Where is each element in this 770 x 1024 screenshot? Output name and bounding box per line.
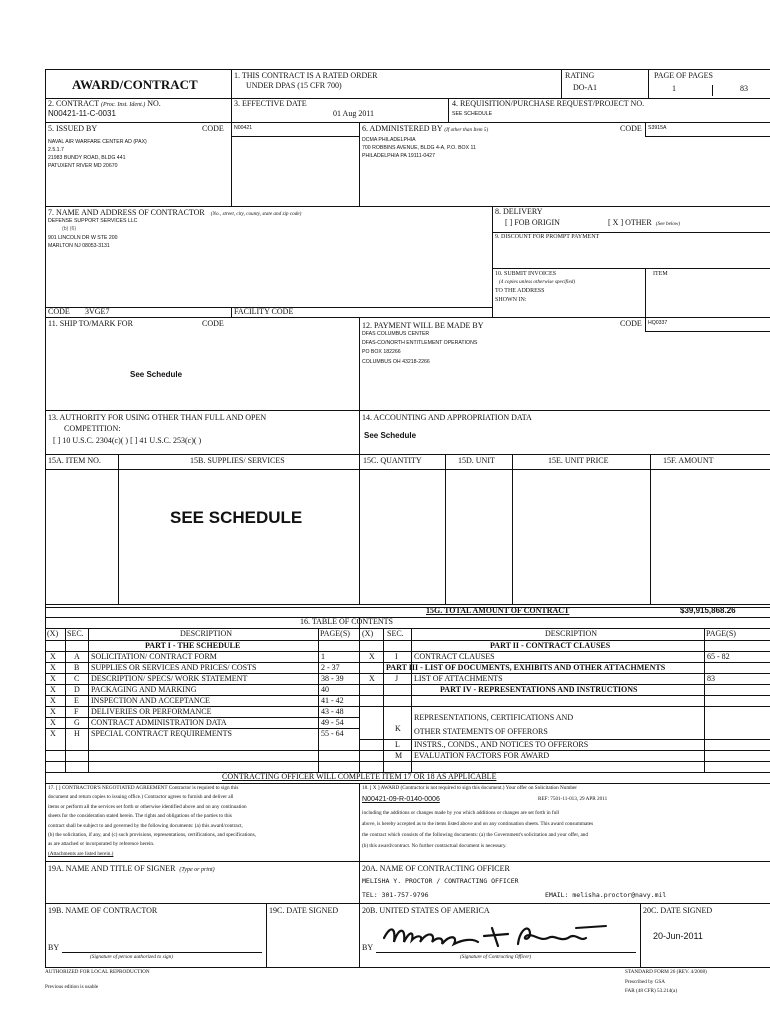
- authority-label-2: COMPETITION:: [64, 424, 121, 433]
- payment-code-label: CODE: [620, 319, 642, 328]
- item17-line: (Attachments are listed herein.): [48, 850, 114, 857]
- co-sig-caption: (Signature of Contracting Officer): [460, 954, 532, 960]
- toc-title: 16. TABLE OF CONTENTS: [300, 617, 393, 626]
- contractor-line: 901 LINCOLN DR W STE 200: [48, 235, 118, 241]
- co-date-label: 20C. DATE SIGNED: [643, 906, 713, 915]
- contractor-date-label: 19C. DATE SIGNED: [269, 906, 339, 915]
- item18-line1: 18. [ X ] AWARD (Contractor is not required to sign this document.) Your offer on Solicitation Number: [362, 785, 578, 791]
- contractor-sig-caption: (Signature of person authorized to sign): [90, 954, 173, 960]
- contractor-line: MARLTON NJ 08053-3131: [48, 243, 110, 249]
- toc-h-sec: SEC.: [67, 629, 84, 638]
- toc-desc: CONTRACT ADMINISTRATION DATA: [91, 718, 227, 727]
- toc-pages: 55 - 64: [321, 729, 344, 738]
- administered-by-code: S3915A: [648, 125, 667, 131]
- toc-x: X: [369, 674, 375, 683]
- item17-line: as are attached or incorporated by reference herein.: [48, 841, 155, 848]
- rated-order-label-2: UNDER DPAS (15 CFR 700): [246, 81, 342, 90]
- issued-by-label: 5. ISSUED BY: [48, 124, 98, 133]
- accounting-label: 14. ACCOUNTING AND APPROPRIATION DATA: [362, 413, 532, 422]
- item18-line: (b) this award/contract. No further contractual document is necessary.: [362, 843, 507, 849]
- toc-x: X: [50, 663, 56, 672]
- signer-name-label: 19A. NAME AND TITLE OF SIGNER (Type or print): [48, 864, 215, 873]
- footer-left-2: Previous edition is usable: [45, 984, 99, 990]
- footer-right-3: FAR (48 CFR) 53.214(a): [625, 988, 678, 994]
- toc-desc: SOLICITATION/ CONTRACT FORM: [91, 652, 217, 661]
- administered-by-line: DCMA PHILADELPHIA: [362, 137, 416, 143]
- administered-by-line: 700 ROBBINS AVENUE, BLDG 4-A, P.O. BOX 11: [362, 145, 476, 151]
- page-label: PAGE OF PAGES: [654, 71, 713, 80]
- submit-invoices-line: SHOWN IN:: [495, 297, 527, 303]
- ship-to-value: See Schedule: [130, 370, 183, 379]
- item17-line: 17. [ ] CONTRACTOR'S NEGOTIATED AGREEMENT Contractor is required to sign this: [48, 785, 239, 791]
- form-title: AWARD/CONTRACT: [72, 77, 198, 92]
- toc-sec: J: [395, 674, 399, 683]
- contractor-line: DEFENSE SUPPORT SERVICES LLC: [48, 218, 138, 224]
- toc-desc: INSPECTION AND ACCEPTANCE: [91, 696, 210, 705]
- toc-pages: 43 - 48: [321, 707, 344, 716]
- contracting-officer-label: 20A. NAME OF CONTRACTING OFFICER: [362, 864, 510, 873]
- accounting-value: See Schedule: [364, 431, 417, 440]
- toc-pages: 38 - 39: [321, 674, 344, 683]
- submit-invoices-label: 10. SUBMIT INVOICES: [495, 271, 557, 277]
- rated-order-label: 1. THIS CONTRACT IS A RATED ORDER: [234, 71, 378, 80]
- toc-desc: DESCRIPTION/ SPECS/ WORK STATEMENT: [91, 674, 248, 683]
- toc-desc: LIST OF ATTACHMENTS: [414, 674, 503, 683]
- toc-desc: SUPPLIES OR SERVICES AND PRICES/ COSTS: [91, 663, 257, 672]
- authority-options: [ ] 10 U.S.C. 2304(c)( ) [ ] 41 U.S.C. 253(c)( ): [53, 436, 202, 445]
- page-number: 1: [672, 84, 676, 93]
- col-unit-price: 15E. UNIT PRICE: [548, 456, 609, 465]
- toc-desc: OTHER STATEMENTS OF OFFERORS: [414, 727, 548, 736]
- co-date-signed: 20-Jun-2011: [653, 931, 703, 941]
- contracting-officer-tel: TEL: 301-757-9796: [362, 891, 429, 899]
- issued-by-code: N00421: [234, 125, 253, 131]
- toc-desc: SPECIAL CONTRACT REQUIREMENTS: [91, 729, 232, 738]
- toc-desc: PACKAGING AND MARKING: [91, 685, 197, 694]
- contracting-officer-email: EMAIL: melisha.proctor@navy.mil: [545, 891, 667, 899]
- contracting-officer-signature: [380, 920, 620, 954]
- footer-right-2: Prescribed by GSA: [625, 979, 666, 985]
- submit-invoices-sub: (4 copies unless otherwise specified): [499, 279, 576, 285]
- toc-sec: H: [74, 729, 80, 738]
- toc-h-desc: DESCRIPTION: [545, 629, 598, 638]
- rating-label: RATING: [565, 71, 595, 80]
- contractor-code-label: CODE: [48, 307, 70, 316]
- authority-label: 13. AUTHORITY FOR USING OTHER THAN FULL AND OPEN: [48, 413, 267, 422]
- issued-by-line: NAVAL AIR WARFARE CENTER AD (PAX): [48, 139, 147, 145]
- item17-line: items or perform all the services set forth or otherwise identified above and on any continuation: [48, 803, 247, 810]
- col-supplies: 15B. SUPPLIES/ SERVICES: [190, 456, 285, 465]
- toc-h-sec: SEC.: [387, 629, 404, 638]
- requisition-label: 4. REQUISITION/PURCHASE REQUEST/PROJECT NO.: [452, 99, 645, 108]
- toc-desc: INSTRS., CONDS., AND NOTICES TO OFFERORS: [414, 740, 589, 749]
- toc-h-pages: PAGE(S): [320, 629, 350, 638]
- toc-sec: K: [395, 724, 401, 733]
- payment-code: HQ0337: [648, 320, 668, 326]
- toc-h-desc: DESCRIPTION: [180, 629, 233, 638]
- col-amount: 15F. AMOUNT: [663, 456, 714, 465]
- submit-invoices-line: TO THE ADDRESS: [495, 288, 545, 294]
- by-label: BY: [362, 943, 374, 952]
- payment-line: PO BOX 182266: [362, 349, 401, 355]
- item17-line: sheets for the consideration stated herein. The rights and obligations of the parties to this: [48, 813, 232, 820]
- footer-left-1: AUTHORIZED FOR LOCAL REPRODUCTION: [45, 969, 150, 975]
- item17-line: contract shall be subject to and governed by the following documents: (a) this award/contract,: [48, 822, 243, 829]
- item18-line: above, is hereby accepted as to the items listed above and on any continuation sheets. This award consummates: [362, 821, 594, 827]
- toc-x: X: [50, 696, 56, 705]
- pages-total: 83: [740, 84, 748, 93]
- toc-sec: C: [74, 674, 80, 683]
- item18-line: the contract which consists of the following documents: (a) the Government's solicitation and your offer, and: [362, 832, 588, 838]
- item-label: ITEM: [653, 271, 668, 277]
- col-unit: 15D. UNIT: [458, 456, 495, 465]
- issued-by-line: PATUXENT RIVER MD 20670: [48, 163, 118, 169]
- toc-pages: 41 - 42: [321, 696, 344, 705]
- rating-value: DO-A1: [573, 83, 597, 92]
- toc-h-pages: PAGE(S): [706, 629, 736, 638]
- col-item-no: 15A. ITEM NO.: [48, 456, 101, 465]
- solicitation-ref: REF: 7501-11-013, 29 APR 2011: [538, 796, 608, 802]
- toc-part4: PART IV - REPRESENTATIONS AND INSTRUCTIONS: [440, 685, 638, 694]
- issued-by-code-label: CODE: [202, 124, 224, 133]
- contract-number: N00421-11-C-0031: [48, 109, 116, 118]
- total-label: 15G. TOTAL AMOUNT OF CONTRACT: [426, 606, 570, 615]
- toc-pages: 49 - 54: [321, 718, 344, 727]
- toc-sec: E: [74, 696, 79, 705]
- facility-code-label: FACILITY CODE: [234, 307, 294, 316]
- toc-pages: 40: [321, 685, 329, 694]
- issued-by-line: 21983 BUNDY ROAD, BLDG 441: [48, 155, 126, 161]
- toc-desc: REPRESENTATIONS, CERTIFICATIONS AND: [414, 713, 574, 722]
- toc-h-x: (X): [362, 629, 374, 638]
- toc-x: X: [50, 674, 56, 683]
- toc-pages: 2 - 37: [321, 663, 340, 672]
- toc-x: X: [50, 729, 56, 738]
- ship-to-label: 11. SHIP TO/MARK FOR: [48, 319, 133, 328]
- contractor-line: (b) (6): [62, 226, 77, 232]
- contract-no-label: 2. CONTRACT (Proc. Inst. Ident.) NO.: [48, 99, 161, 108]
- discount-label: 9. DISCOUNT FOR PROMPT PAYMENT: [495, 234, 600, 240]
- other-checkbox[interactable]: [ X ] OTHER (See below): [608, 218, 681, 227]
- toc-sec: A: [74, 652, 80, 661]
- total-value: $39,915,868.26: [680, 606, 736, 615]
- toc-pages: 83: [707, 674, 715, 683]
- toc-sec: M: [395, 751, 403, 760]
- contractor-label: 7. NAME AND ADDRESS OF CONTRACTOR (No., street, city, county, state and zip code): [48, 208, 302, 217]
- fob-origin-checkbox[interactable]: [ ] FOB ORIGIN: [505, 218, 560, 227]
- payment-line: DFAS COLUMBUS CENTER: [362, 331, 430, 337]
- administered-by-code-label: CODE: [620, 124, 642, 133]
- toc-desc: CONTRACT CLAUSES: [414, 652, 495, 661]
- ship-to-code-label: CODE: [202, 319, 224, 328]
- toc-x: X: [50, 707, 56, 716]
- payment-line: COLUMBUS OH 43218-2266: [362, 359, 430, 365]
- toc-sec: I: [395, 652, 398, 661]
- issued-by-line: 2.5.1.7: [48, 147, 64, 153]
- toc-part3: PART III - LIST OF DOCUMENTS, EXHIBITS AND OTHER ATTACHMENTS: [386, 663, 666, 672]
- item17-line: document and return copies to issuing office.) Contractor agrees to furnish and deliver all: [48, 794, 234, 801]
- toc-desc: EVALUATION FACTORS FOR AWARD: [414, 751, 550, 760]
- payment-line: DFAS-CO/NORTH ENTITLEMENT OPERATIONS: [362, 340, 478, 346]
- toc-part1: PART I - THE SCHEDULE: [145, 641, 241, 650]
- item18-line: including the additions or changes made by you which additions or changes are set forth in full: [362, 810, 560, 816]
- effective-date-label: 3. EFFECTIVE DATE: [234, 99, 307, 108]
- toc-part2: PART II - CONTRACT CLAUSES: [490, 641, 611, 650]
- see-schedule-body: SEE SCHEDULE: [170, 508, 303, 527]
- toc-pages: 65 - 82: [707, 652, 730, 661]
- toc-sec: L: [395, 740, 400, 749]
- contracting-officer-name: MELISHA Y. PROCTOR / CONTRACTING OFFICER: [362, 877, 519, 885]
- usa-label: 20B. UNITED STATES OF AMERICA: [362, 906, 490, 915]
- footer-right-1: STANDARD FORM 26 (REV. 4/2008): [625, 969, 707, 975]
- toc-x: X: [50, 652, 56, 661]
- delivery-label: 8. DELIVERY: [495, 207, 543, 216]
- by-label: BY: [48, 943, 60, 952]
- solicitation-number: N00421-09-R-0140-0006: [362, 796, 440, 803]
- contractor-name-label: 19B. NAME OF CONTRACTOR: [48, 906, 158, 915]
- col-quantity: 15C. QUANTITY: [363, 456, 422, 465]
- administered-by-label: 6. ADMINISTERED BY (If other than Item 5): [362, 124, 489, 133]
- contractor-code: 3VGE7: [85, 307, 110, 316]
- toc-pages: 1: [321, 652, 325, 661]
- payment-label: 12. PAYMENT WILL BE MADE BY: [362, 321, 484, 330]
- administered-by-line: PHILADELPHIA PA 19111-0427: [362, 153, 435, 159]
- toc-x: X: [50, 718, 56, 727]
- item17-line: (b) the solicitation, if any, and (c) such provisions, representations, certifications, and specifications,: [48, 832, 256, 838]
- toc-sec: D: [74, 685, 80, 694]
- co-complete: CONTRACTING OFFICER WILL COMPLETE ITEM 17 OR 18 AS APPLICABLE: [222, 772, 497, 781]
- requisition-value: SEE SCHEDULE: [452, 111, 493, 117]
- toc-h-x: (X): [47, 629, 59, 638]
- toc-desc: DELIVERIES OR PERFORMANCE: [91, 707, 212, 716]
- toc-sec: F: [74, 707, 79, 716]
- toc-x: X: [50, 685, 56, 694]
- toc-sec: G: [74, 718, 80, 727]
- toc-x: X: [369, 652, 375, 661]
- effective-date: 01 Aug 2011: [333, 109, 375, 118]
- toc-sec: B: [74, 663, 80, 672]
